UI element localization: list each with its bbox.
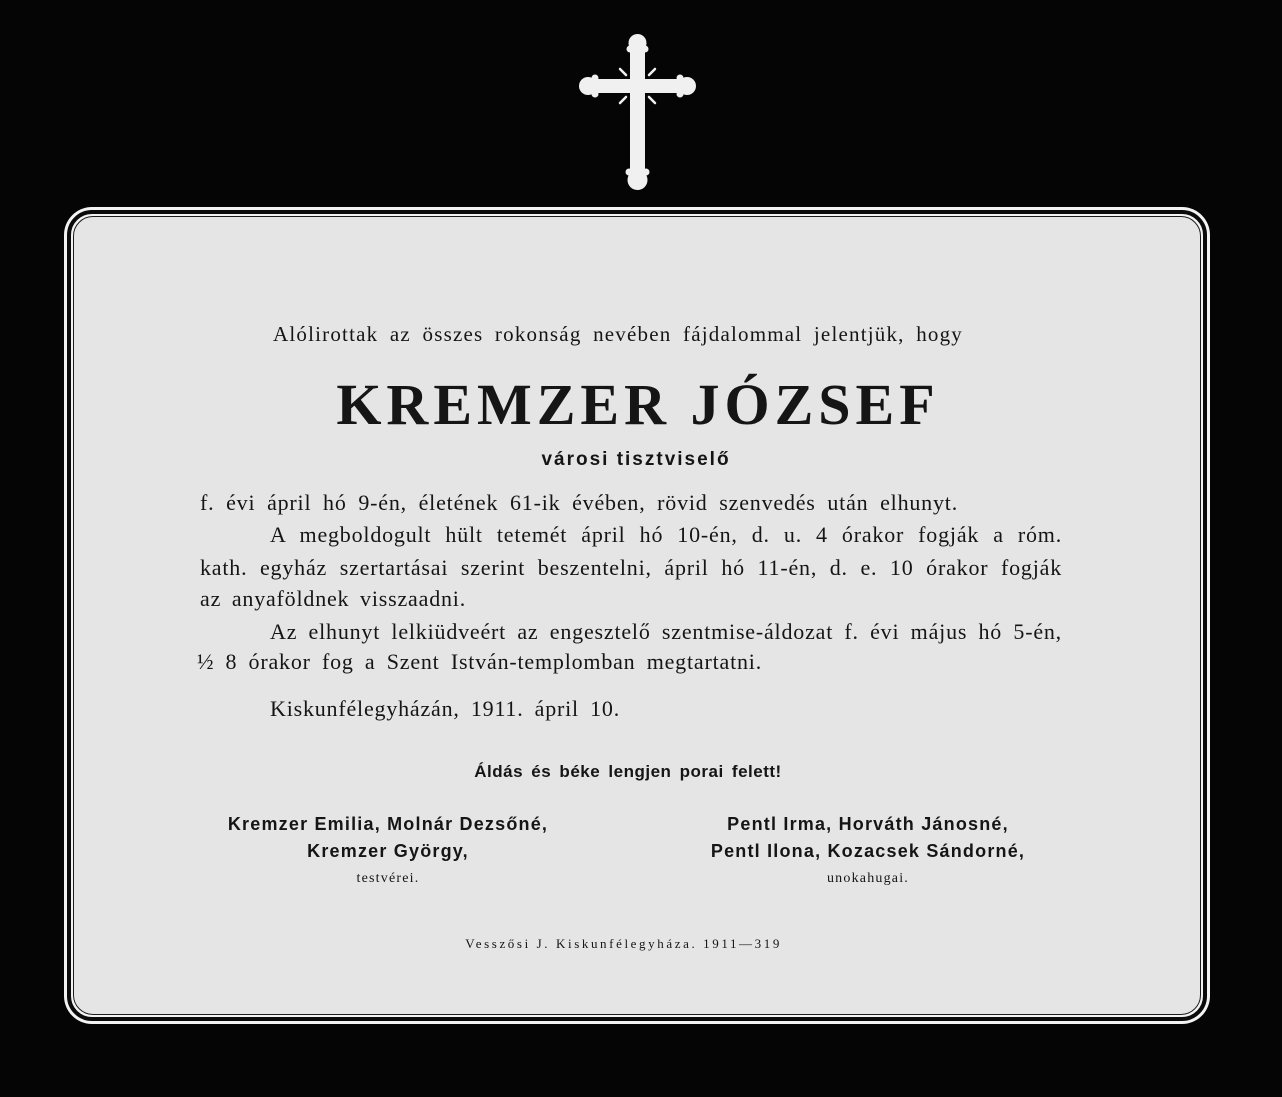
deceased-name: KREMZER JÓZSEF xyxy=(336,372,940,437)
printer-imprint: Vesszősi J. Kiskunfélegyháza. 1911—319 xyxy=(465,936,782,951)
date-line: Kiskunfélegyházán, 1911. ápril 10. xyxy=(270,696,620,721)
mourner-names: Kremzer György, xyxy=(307,841,469,861)
mourner-group-nieces xyxy=(668,811,1068,893)
body-line: ½ 8 órakor fog a Szent István-templomban megtartatni. xyxy=(197,649,762,674)
cross-icon xyxy=(575,30,701,195)
mourner-relation: testvérei. xyxy=(356,871,420,886)
intro-line: Alólirottak az összes rokonság nevében fájdalommal jelentjük, hogy xyxy=(273,322,963,346)
body-line: A megboldogult hült tetemét ápril hó 10-én, d. u. 4 órakor fogják a róm. xyxy=(270,522,1062,547)
mourner-names: Pentl Ilona, Kozacsek Sándorné, xyxy=(710,841,1026,861)
body-line: f. évi ápril hó 9-én, életének 61-ik évében, rövid szenvedés után elhunyt. xyxy=(200,490,958,515)
body-line: kath. egyház szertartásai szerint beszentelni, ápril hó 11-én, d. e. 10 órakor fogják xyxy=(200,555,1062,580)
mourner-names: Kremzer Emilia, Molnár Dezsőné, xyxy=(227,814,549,834)
mourner-relation: unokahugai. xyxy=(826,871,910,886)
deceased-title: városi tisztviselő xyxy=(541,449,731,470)
body-line: Az elhunyt lelkiüdveért az engesztelő szentmise-áldozat f. évi május hó 5-én, xyxy=(270,619,1062,644)
mourner-names: Pentl Irma, Horváth Jánosné, xyxy=(727,814,1009,834)
blessing-line: Áldás és béke lengjen porai felett! xyxy=(474,762,782,781)
body-line: az anyaföldnek visszaadni. xyxy=(200,586,466,611)
mourner-group-siblings xyxy=(188,811,588,893)
